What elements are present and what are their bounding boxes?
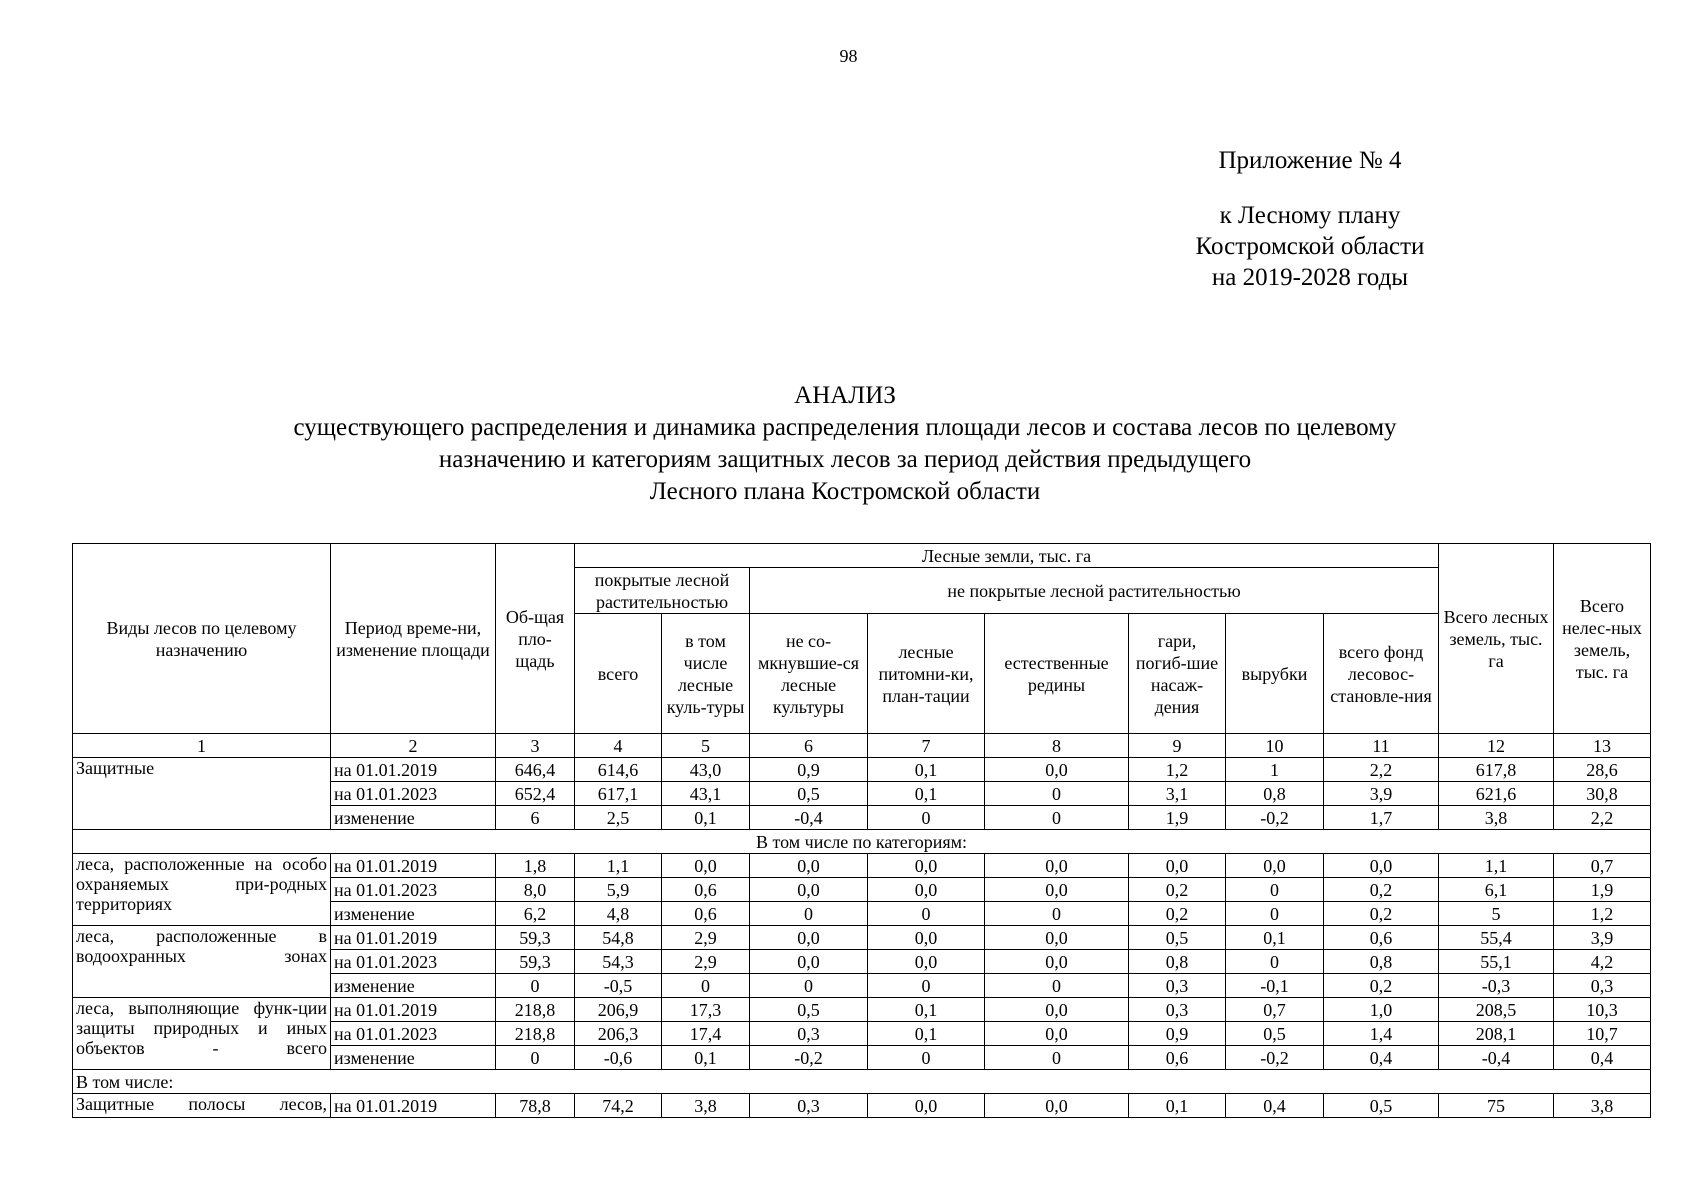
value-cell: 617,1	[575, 782, 662, 806]
value-cell: 0,0	[750, 926, 868, 950]
value-cell: 0	[750, 974, 868, 998]
value-cell: 0,0	[750, 854, 868, 878]
header-cultures: в том числе лесные куль-туры	[662, 614, 750, 734]
value-cell: 0,5	[750, 782, 868, 806]
heading-sub: назначению и категориям защитных лесов за период действия предыдущего	[438, 446, 1252, 473]
value-cell: 0,0	[985, 1094, 1129, 1118]
value-cell: -0,3	[1439, 974, 1554, 998]
value-cell: 0,1	[868, 782, 985, 806]
value-cell: 0,1	[868, 758, 985, 782]
value-cell: -0,4	[1439, 1046, 1554, 1070]
value-cell: 617,8	[1439, 758, 1554, 782]
value-cell: 10,7	[1554, 1022, 1651, 1046]
value-cell: 0,5	[1226, 1022, 1324, 1046]
value-cell: 0,6	[1324, 926, 1439, 950]
column-number: 2	[331, 734, 496, 758]
value-cell: 0,9	[750, 758, 868, 782]
value-cell: -0,2	[1226, 806, 1324, 830]
appendix-line: к Лесному плану	[1219, 202, 1401, 229]
value-cell: 6	[496, 806, 575, 830]
value-cell: 55,4	[1439, 926, 1554, 950]
header-forest-type: Виды лесов по целевому назначению	[73, 544, 331, 734]
header-reforestation-fund: всего фонд лесовос-становле-ния	[1324, 614, 1439, 734]
appendix-title: Приложение № 4	[1218, 147, 1402, 174]
page-number: 98	[839, 46, 858, 66]
header-not-covered: не покрытые лесной растительностью	[750, 568, 1439, 614]
value-cell: 6,1	[1439, 878, 1554, 902]
value-cell: 0,3	[1554, 974, 1651, 998]
value-cell: 0	[985, 782, 1129, 806]
header-total-nonforest-lands: Всего нелес-ных земель, тыс. га	[1554, 544, 1651, 734]
value-cell: 0,2	[1324, 974, 1439, 998]
value-cell: 1,7	[1324, 806, 1439, 830]
table-subheader-row	[73, 1070, 1651, 1094]
period-cell: на 01.01.2019	[331, 998, 496, 1022]
row-label: леса, расположенные на особо охраняемых при-родных территориях	[73, 854, 331, 926]
value-cell: 0,0	[1129, 854, 1226, 878]
value-cell: 0	[868, 974, 985, 998]
heading-sub: Лесного плана Костромской области	[649, 478, 1041, 505]
header-nurseries: лесные питомни-ки, план-тации	[868, 614, 985, 734]
value-cell: 0,5	[750, 998, 868, 1022]
value-cell: 1,8	[496, 854, 575, 878]
value-cell: 54,8	[575, 926, 662, 950]
header-total-area: Об-щая пло-щадь	[496, 544, 575, 734]
value-cell: 0,2	[1324, 902, 1439, 926]
table-row	[73, 1094, 1651, 1118]
value-cell: 0,0	[985, 878, 1129, 902]
value-cell: 0	[985, 806, 1129, 830]
value-cell: -0,5	[575, 974, 662, 998]
table-subheader-row	[73, 830, 1651, 854]
value-cell: 0	[750, 902, 868, 926]
value-cell: 0,8	[1324, 950, 1439, 974]
row-label: Защитные полосы лесов,	[73, 1094, 331, 1118]
column-number: 3	[496, 734, 575, 758]
value-cell: 0,1	[868, 1022, 985, 1046]
value-cell: 0	[1226, 902, 1324, 926]
value-cell: 0,4	[1226, 1094, 1324, 1118]
value-cell: 3,9	[1554, 926, 1651, 950]
header-total-forest-lands: Всего лесных земель, тыс. га	[1439, 544, 1554, 734]
header-covered: покрытые лесной растительностью	[575, 568, 750, 614]
value-cell: 1	[1226, 758, 1324, 782]
value-cell: 0,8	[1129, 950, 1226, 974]
value-cell: 43,1	[662, 782, 750, 806]
value-cell: 0,2	[1324, 878, 1439, 902]
value-cell: 0,9	[1129, 1022, 1226, 1046]
table-row	[73, 998, 1651, 1022]
column-number: 6	[750, 734, 868, 758]
value-cell: 75	[1439, 1094, 1554, 1118]
forest-analysis-table	[72, 543, 1651, 1118]
document-heading	[100, 380, 1590, 508]
period-cell: на 01.01.2023	[331, 878, 496, 902]
column-numbers-row	[73, 734, 1651, 758]
period-cell: на 01.01.2019	[331, 758, 496, 782]
subheader-cell: В том числе по категориям:	[73, 830, 1651, 854]
value-cell: 55,1	[1439, 950, 1554, 974]
value-cell: 28,6	[1554, 758, 1651, 782]
value-cell: 10,3	[1554, 998, 1651, 1022]
table-row	[73, 854, 1651, 878]
subheader-cell: В том числе:	[73, 1070, 1651, 1094]
value-cell: 0,6	[662, 878, 750, 902]
value-cell: -0,1	[1226, 974, 1324, 998]
row-label: леса, расположенные в водоохранных зонах	[73, 926, 331, 998]
row-label: леса, выполняющие функ-ции защиты природных и иных объектов - всего	[73, 998, 331, 1070]
value-cell: 0,0	[750, 878, 868, 902]
value-cell: 2,5	[575, 806, 662, 830]
value-cell: 1,2	[1554, 902, 1651, 926]
value-cell: 621,6	[1439, 782, 1554, 806]
value-cell: -0,6	[575, 1046, 662, 1070]
value-cell: 208,5	[1439, 998, 1554, 1022]
value-cell: 0,0	[868, 878, 985, 902]
value-cell: 59,3	[496, 926, 575, 950]
value-cell: 1,4	[1324, 1022, 1439, 1046]
value-cell: 1,9	[1554, 878, 1651, 902]
value-cell: 59,3	[496, 950, 575, 974]
value-cell: 78,8	[496, 1094, 575, 1118]
value-cell: 0,0	[868, 1094, 985, 1118]
value-cell: 1,1	[1439, 854, 1554, 878]
value-cell: 0,5	[1129, 926, 1226, 950]
value-cell: 0	[985, 974, 1129, 998]
value-cell: 0	[868, 806, 985, 830]
value-cell: 0,1	[662, 806, 750, 830]
period-cell: на 01.01.2023	[331, 782, 496, 806]
period-cell: изменение	[331, 806, 496, 830]
value-cell: 206,3	[575, 1022, 662, 1046]
period-cell: изменение	[331, 974, 496, 998]
header-natural-sparse: естественные редины	[985, 614, 1129, 734]
value-cell: 5,9	[575, 878, 662, 902]
value-cell: 0	[496, 1046, 575, 1070]
value-cell: 0	[1226, 878, 1324, 902]
value-cell: 646,4	[496, 758, 575, 782]
column-number: 9	[1129, 734, 1226, 758]
value-cell: 0,3	[1129, 974, 1226, 998]
heading-sub: существующего распределения и динамика распределения площади лесов и состава лесов по целевому	[293, 414, 1397, 441]
value-cell: 0,0	[985, 926, 1129, 950]
value-cell: 652,4	[496, 782, 575, 806]
column-number: 12	[1439, 734, 1554, 758]
column-number: 4	[575, 734, 662, 758]
value-cell: 0	[868, 1046, 985, 1070]
value-cell: 0	[662, 974, 750, 998]
value-cell: 43,0	[662, 758, 750, 782]
value-cell: 0	[1226, 950, 1324, 974]
value-cell: 17,3	[662, 998, 750, 1022]
value-cell: -0,2	[750, 1046, 868, 1070]
appendix-line: Костромской области	[1195, 233, 1425, 260]
value-cell: 0,5	[1324, 1094, 1439, 1118]
value-cell: 0,0	[1226, 854, 1324, 878]
value-cell: 218,8	[496, 998, 575, 1022]
value-cell: 0,3	[750, 1022, 868, 1046]
period-cell: на 01.01.2019	[331, 854, 496, 878]
period-cell: изменение	[331, 1046, 496, 1070]
value-cell: 218,8	[496, 1022, 575, 1046]
value-cell: 0,0	[985, 998, 1129, 1022]
value-cell: 17,4	[662, 1022, 750, 1046]
value-cell: 0,4	[1554, 1046, 1651, 1070]
period-cell: на 01.01.2023	[331, 1022, 496, 1046]
column-number: 8	[985, 734, 1129, 758]
value-cell: 0	[985, 1046, 1129, 1070]
value-cell: 1,0	[1324, 998, 1439, 1022]
value-cell: 54,3	[575, 950, 662, 974]
value-cell: 3,1	[1129, 782, 1226, 806]
value-cell: 0,1	[1129, 1094, 1226, 1118]
value-cell: 4,2	[1554, 950, 1651, 974]
value-cell: 3,8	[1439, 806, 1554, 830]
value-cell: 0,0	[750, 950, 868, 974]
value-cell: 0,0	[868, 926, 985, 950]
value-cell: 1,2	[1129, 758, 1226, 782]
header-burnt: гари, погиб-шие насаж-дения	[1129, 614, 1226, 734]
value-cell: 0	[868, 902, 985, 926]
appendix-line: на 2019-2028 годы	[1211, 264, 1409, 291]
column-number: 11	[1324, 734, 1439, 758]
header-covered-total: всего	[575, 614, 662, 734]
appendix-block	[1180, 145, 1440, 293]
value-cell: 3,8	[1554, 1094, 1651, 1118]
value-cell: 0,1	[662, 1046, 750, 1070]
value-cell: 2,9	[662, 926, 750, 950]
value-cell: 0,2	[1129, 878, 1226, 902]
value-cell: 0,0	[1324, 854, 1439, 878]
value-cell: 6,2	[496, 902, 575, 926]
value-cell: 206,9	[575, 998, 662, 1022]
period-cell: изменение	[331, 902, 496, 926]
value-cell: 30,8	[1554, 782, 1651, 806]
value-cell: 0,8	[1226, 782, 1324, 806]
column-number: 1	[73, 734, 331, 758]
value-cell: 0,6	[662, 902, 750, 926]
value-cell: 0,1	[868, 998, 985, 1022]
value-cell: 0,2	[1129, 902, 1226, 926]
value-cell: 8,0	[496, 878, 575, 902]
value-cell: 0,1	[1226, 926, 1324, 950]
value-cell: 0,7	[1554, 854, 1651, 878]
row-label: Защитные	[73, 758, 331, 830]
period-cell: на 01.01.2019	[331, 926, 496, 950]
column-number: 7	[868, 734, 985, 758]
header-forest-lands: Лесные земли, тыс. га	[575, 544, 1439, 568]
value-cell: 2,9	[662, 950, 750, 974]
value-cell: 0,0	[868, 854, 985, 878]
header-unclosed-cultures: не со-мкнувшие-ся лесные культуры	[750, 614, 868, 734]
value-cell: 0,0	[985, 950, 1129, 974]
value-cell: 0,3	[1129, 998, 1226, 1022]
value-cell: 0,3	[750, 1094, 868, 1118]
value-cell: 0,0	[985, 1022, 1129, 1046]
value-cell: 0,4	[1324, 1046, 1439, 1070]
column-number: 5	[662, 734, 750, 758]
value-cell: 1,9	[1129, 806, 1226, 830]
header-period: Период време-ни, изменение площади	[331, 544, 496, 734]
value-cell: 1,1	[575, 854, 662, 878]
value-cell: 614,6	[575, 758, 662, 782]
value-cell: 2,2	[1324, 758, 1439, 782]
value-cell: 3,8	[662, 1094, 750, 1118]
period-cell: на 01.01.2023	[331, 950, 496, 974]
period-cell: на 01.01.2019	[331, 1094, 496, 1118]
header-cuttings: вырубки	[1226, 614, 1324, 734]
value-cell: 0,0	[662, 854, 750, 878]
value-cell: 0	[496, 974, 575, 998]
value-cell: 2,2	[1554, 806, 1651, 830]
value-cell: 5	[1439, 902, 1554, 926]
value-cell: 0,6	[1129, 1046, 1226, 1070]
value-cell: 208,1	[1439, 1022, 1554, 1046]
value-cell: 0,7	[1226, 998, 1324, 1022]
table-row	[73, 926, 1651, 950]
column-number: 10	[1226, 734, 1324, 758]
value-cell: -0,4	[750, 806, 868, 830]
table-row	[73, 758, 1651, 782]
value-cell: 74,2	[575, 1094, 662, 1118]
value-cell: 4,8	[575, 902, 662, 926]
heading-main: АНАЛИЗ	[794, 382, 896, 409]
value-cell: 3,9	[1324, 782, 1439, 806]
value-cell: 0,0	[985, 854, 1129, 878]
column-number: 13	[1554, 734, 1651, 758]
value-cell: -0,2	[1226, 1046, 1324, 1070]
value-cell: 0,0	[985, 758, 1129, 782]
value-cell: 0	[985, 902, 1129, 926]
value-cell: 0,0	[868, 950, 985, 974]
